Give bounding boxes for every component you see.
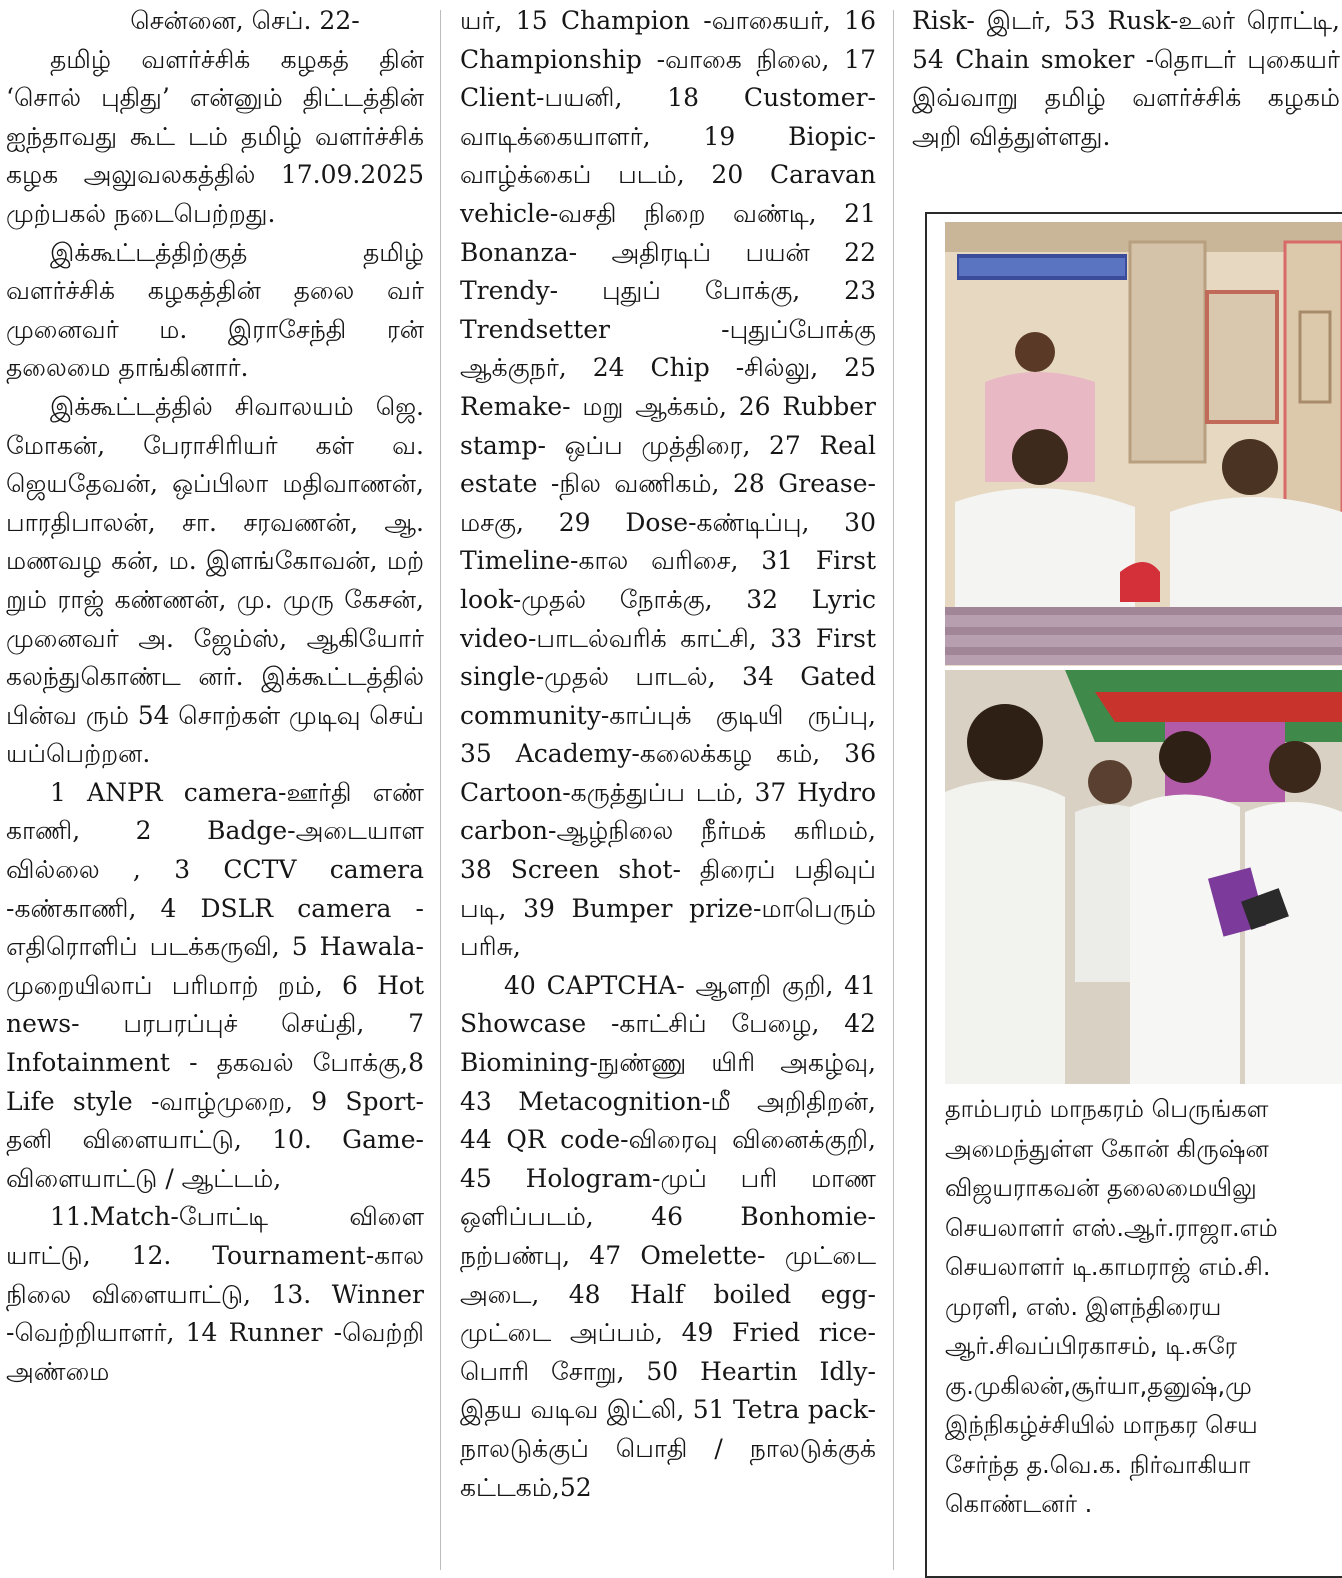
photo-person-seated-right-head — [1222, 439, 1278, 495]
article-paragraph-5: 11.Match-போட்டி விளை யாட்டு, 12. Tournament-கால நிலை விளையாட்டு, 13. Winner -வெற்றியாளர், 14 Runner -வெற்றி அண்மை — [6, 1202, 424, 1386]
news-photo — [945, 222, 1342, 1084]
photo-person-standing-head — [1015, 332, 1055, 372]
photo-bottom-red-arch — [1095, 692, 1342, 722]
photo-caption-line: கொண்டனர் . — [945, 1490, 1093, 1518]
photo-caption-line: ஆர்.சிவப்பிரகாசம், டி.சுரே — [945, 1332, 1238, 1360]
news-photo-illustration — [945, 222, 1342, 1084]
photo-caption-line: விஜயராகவன் தலைமையிலு — [945, 1174, 1257, 1202]
photo-caption-line: அமைந்துள்ள கோன் கிருஷ்ன — [945, 1134, 1269, 1163]
article-column-3 — [912, 2, 1340, 156]
photo-banner-inner — [959, 258, 1125, 276]
article-paragraph-2: இக்கூட்டத்திற்குத் தமிழ் வளர்ச்சிக் கழகத்தின் தலை வர் முனைவர் ம. இராசேந்தி ரன் தலைமை தாங்கினார். — [6, 237, 424, 383]
photo-caption-line: தாம்பரம் மாநகரம் பெருங்கள — [945, 1095, 1269, 1123]
photo-door — [1130, 242, 1205, 462]
article-column-2 — [460, 2, 876, 1507]
dateline: சென்னை, செப். 22- — [130, 6, 360, 35]
article-paragraph-4: 1 ANPR camera-ஊர்தி எண் காணி, 2 Badge-அடையாள வில்லை , 3 CCTV camera -கண்காணி, 4 DSLR camera - எதிரொளிப் படக்கருவி, 5 Hawala- முறையிலாப் பரிமாற் றம், 6 Hot news- பரபரப்புச் செய்தி, 7 Infotainment - தகவல் போக்கு,8 Life style -வாழ்முறை, 9 Sport-தனி விளையாட்டு, 10. Game- விளையாட்டு / ஆட்டம், — [6, 777, 424, 1193]
photo-person-back-head — [1088, 760, 1132, 804]
photo-person-seated-left-head — [1012, 429, 1068, 485]
photo-person-left-head — [967, 704, 1043, 780]
article-paragraph-7: 40 CAPTCHA- ஆளறி குறி, 41 Showcase -காட்சிப் பேழை, 42 Biomining-நுண்ணு யிரி அகழ்வு, 43 Metacognition-மீ அறிதிறன், 44 QR code-விரைவு வினைக்குறி, 45 Hologram-முப் பரி மாண ஒளிப்படம், 46 Bonhomie-நற்பண்பு, 47 Omelette- முட்டை அடை, 48 Half boiled egg-முட்டை அப்பம், 49 Fried rice-பொரி சோறு, 50 Heartin Idly-இதய வடிவ இட்லி, 51 Tetra pack- நாலடுக்குப் பொதி / நாலடுக்குக் கட்டகம்,52 — [460, 970, 876, 1502]
photo-caption-line: முரளி, எஸ். இளந்திரைய — [945, 1292, 1222, 1321]
photo-caption-line: இந்நிகழ்ச்சியில் மாநகர செய — [945, 1411, 1258, 1439]
photo-window — [1207, 292, 1277, 422]
photo-person-right-head — [1269, 741, 1321, 793]
photo-person-left-shirt — [945, 781, 1065, 1084]
photo-caption-line: செயலாளர் எஸ்.ஆர்.ராஜா.எம் — [945, 1213, 1278, 1242]
photo-table-check-pattern — [945, 607, 1342, 655]
column-divider-1 — [440, 10, 441, 1570]
photo-caption-line: கு.முகிலன்,சூர்யா,தனுஷ்,மு — [945, 1371, 1252, 1400]
photo-caption-line: செயலாளர் டி.காமராஜ் எம்.சி. — [945, 1253, 1271, 1281]
article-paragraph-6: யர், 15 Champion -வாகையர், 16 Championship -வாகை நிலை, 17 Client-பயனி, 18 Customer-வாடிக்கையாளர், 19 Biopic-வாழ்க்கைப் படம், 20 Caravan vehicle-வசதி நிறை வண்டி, 21 Bonanza- அதிரடிப் பயன் 22 Trendy- புதுப் போக்கு, 23 Trendsetter -புதுப்போக்கு ஆக்குநர், 24 Chip -சில்லு, 25 Remake- மறு ஆக்கம், 26 Rubber stamp- ஒப்ப முத்திரை, 27 Real estate -நில வணிகம், 28 Grease- மசகு, 29 Dose-கண்டிப்பு, 30 Timeline-கால வரிசை, 31 First look-முதல் நோக்கு, 32 Lyric video-பாடல்வரிக் காட்சி, 33 First single-முதல் பாடல், 34 Gated community-காப்புக் குடியி ருப்பு, 35 Academy-கலைக்கழ கம், 36 Cartoon-கருத்துப்ப டம், 37 Hydro carbon-ஆழ்நிலை நீர்மக் கரிமம், 38 Screen shot- திரைப் பதிவுப் படி, 39 Bumper prize-மாபெரும் பரிசு, — [460, 6, 876, 962]
photo-person-center-shirt — [1130, 795, 1240, 1085]
photo-caption-line: சேர்ந்த த.வெ.க. நிர்வாகியா — [945, 1450, 1251, 1479]
photo-person-right-shirt — [1245, 802, 1342, 1084]
photo-table — [945, 607, 1342, 665]
photo-arch-pillar — [1285, 242, 1342, 522]
article-paragraph-3: இக்கூட்டத்தில் சிவாலயம் ஜெ. மோகன், பேராசிரியர் கள் வ. ஜெயதேவன், ஒப்பிலா மதிவாணன், பாரதிபாலன், சா. சரவணன், ஆ. மணவழ கன், ம. இளங்கோவன், மற் றும் ராஜ் கண்ணன், மு. முரு கேசன், முனைவர் அ. ஜேம்ஸ், ஆகியோர் கலந்துகொண்ட னர். இக்கூட்டத்தில் பின்வ ரும் 54 சொற்கள் முடிவு செய் யப்பெற்றன. — [6, 391, 424, 769]
column-divider-2 — [893, 10, 894, 1570]
article-paragraph-8: Risk- இடர், 53 Rusk-உலர் ரொட்டி, 54 Chain smoker -தொடர் புகையர் இவ்வாறு தமிழ் வளர்ச்சிக் கழகம் அறி வித்துள்ளது. — [912, 6, 1340, 151]
photo-caption — [945, 1090, 1342, 1525]
article-paragraph-1: தமிழ் வளர்ச்சிக் கழகத் தின் ‘சொல் புதிது’ என்னும் திட்டத்தின் ஐந்தாவது கூட் டம் தமிழ் வளர்ச்சிக் கழக அலுவலகத்தில் 17.09.2025 முற்பகல் நடைபெற்றது. — [6, 44, 424, 228]
photo-person-center-head — [1159, 731, 1211, 783]
photo-red-chair — [1120, 562, 1160, 602]
article-column-1 — [6, 2, 424, 1391]
